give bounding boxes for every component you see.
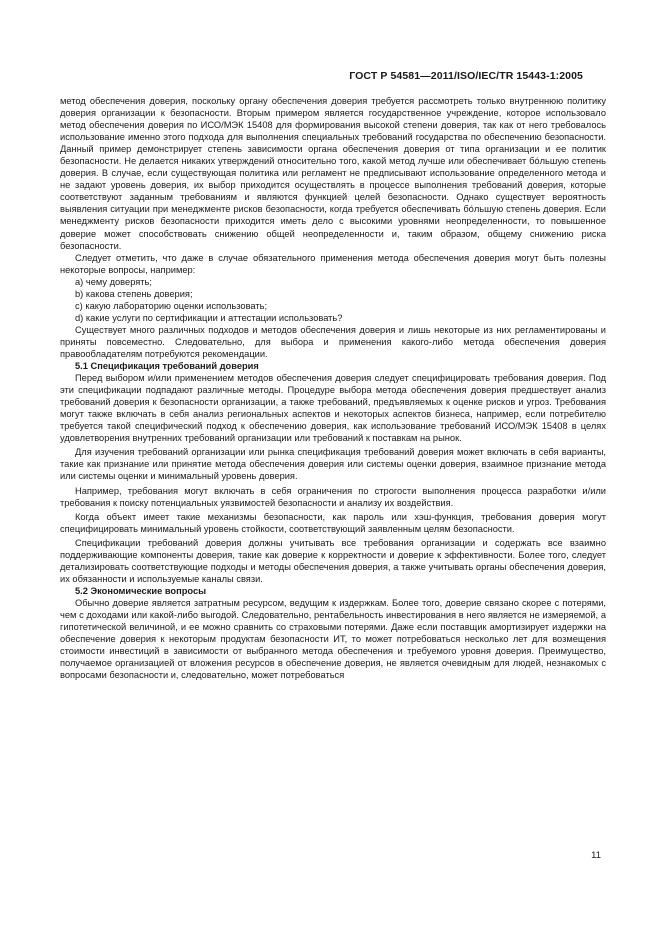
section-5-1-paragraph: Когда объект имеет такие механизмы безопасности, как пароль или хэш-функция, требования доверия могут специфицировать минимальный уровень стойкости, соответствующий заявленным целям безопасности.: [60, 511, 606, 534]
intro-paragraph-3: Существует много различных подходов и методов обеспечения доверия и лишь некоторые из них регламентированы и приняты повсеместно. Следовательно, для выбора и применения какого-либо метода обеспечения доверия правообладателям потребуются рекомендации.: [60, 324, 606, 359]
document-body: [60, 95, 606, 681]
section-5-1-paragraph: Перед выбором и/или применением методов обеспечения доверия следует специфицировать требования доверия. Под эти спецификации подпадают различные методы. Процедуре выбора метода обеспечения доверия предшествует анализ требований доверия к безопасности организации, а также требований, предъявляемых к оценке рисков и угроз. Требования могут также включать в себя анализ региональных аспектов и некоторых аспектов бизнеса, например, если потребителю требуется такой специфический подход к обеспечению доверия, как использование требований ИСО/МЭК 15408 в целях удовлетворения внутренних требований организации или требований к поставкам на рынок.: [60, 373, 606, 444]
list-item-b: b) какова степень доверия;: [75, 288, 193, 299]
list-item-d: d) какие услуги по сертификации и аттестации использовать?: [75, 312, 343, 323]
list-item-c: c) какую лабораторию оценки использовать;: [75, 300, 268, 311]
section-5-1-paragraph: Например, требования могут включать в себя ограничения по строгости выполнения процесса разработки и/или требования к поиску потенциальных уязвимостей безопасности и анализу их воздействия.: [60, 485, 606, 508]
section-5-1-heading: 5.1 Спецификация требований доверия: [75, 361, 259, 372]
page-number: 11: [591, 850, 601, 861]
section-5-1-paragraph: Спецификации требований доверия должны учитывать все требования организации и содержать все взаимно поддерживающие компоненты доверия, такие как доверие к корректности и доверие к эффективности. Более того, следует детализировать соответствующие подходы и методы обеспечения доверия, а также учитывать органы обеспечения доверия, их обязанности и используемые каналы связи.: [60, 537, 606, 584]
section-5-1-paragraph: Для изучения требований организации или рынка спецификация требований доверия может включать в себя варианты, такие как признание или принятие метода обеспечения доверия или системы оценки доверия, взаимное признание метода или системы оценки и минимальный уровень доверия.: [60, 447, 606, 482]
section-5-2-heading: 5.2 Экономические вопросы: [75, 585, 207, 596]
intro-paragraph-1: метод обеспечения доверия, поскольку органу обеспечения доверия требуется рассмотреть только внутреннюю политику доверия организации к безопасности. Вторым примером является государственное учреждение, которое использовало метод обеспечения доверия по ИСО/МЭК 15408 для формирования высокой степени доверия, так как от него требовалось использование именно этого подхода для выполнения специальных требований государства по обеспечению безопасности. Данный пример демонстрирует степень зависимости органа обеспечения доверия от типа организации и ее политик безопасности. Не делается никаких утверждений относительно того, какой метод лучше или обеспечивает бóльшую степень доверия. В случае, если существующая политика или регламент не предписывают использование определенного метода и не задают уровень доверия, их выбор приходится осуществлять в процессе выполнения требований доверия, которые соответствуют заданным требованиям и являются функцией целей безопасности. Однако существует вероятность выявления ситуации при менеджменте рисков безопасности, когда требуется обеспечивать бóльшую степень доверия. Если менеджменту рисков безопасности приходится иметь дело с высокими уровнями неопределенности, то повышенное доверие может способствовать снижению общей неопределенности и, таким образом, общему снижению риска безопасности.: [60, 96, 606, 251]
section-5-2-paragraph: Обычно доверие является затратным ресурсом, ведущим к издержкам. Более того, доверие связано скорее с потерями, чем с доходами или какой-либо выгодой. Следовательно, рентабельность инвестирования в него является не измеряемой, а гипотетической величиной, и ее можно сравнить со страховыми потерями. Даже если поставщик амортизирует издержки на обеспечение доверия к некоторым продуктам безопасности ИТ, то может потребоваться несколько лет для возмещения стоимости инвестиций в зависимости от выбранного метода обеспечения и требуемого уровня доверия. Преимущество, получаемое организацией от вложения ресурсов в обеспечение доверия, не является очевидным для людей, незнакомых с вопросами безопасности и, следовательно, может потребоваться: [60, 597, 606, 681]
intro-paragraph-2: Следует отметить, что даже в случае обязательного применения метода обеспечения доверия могут быть полезны некоторые вопросы, например:: [60, 252, 606, 275]
list-item-a: a) чему доверять;: [75, 276, 152, 287]
standard-header: ГОСТ Р 54581—2011/ISO/IEC/TR 15443-1:2005: [349, 70, 583, 82]
